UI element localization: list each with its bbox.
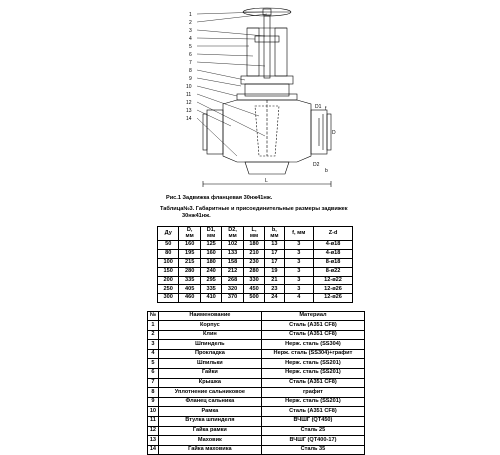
dims-header-cell: D, мм [179,227,200,241]
part-name: Гайка маховика [158,445,261,455]
dims-row [158,276,353,285]
dims-cell: 12-ø26 [314,294,353,303]
callout-3: 3 [189,28,192,34]
callout-12: 12 [186,100,192,106]
dims-cell: 160 [200,249,221,258]
dims-row [158,249,353,258]
dims-cell: 150 [158,267,179,276]
dims-cell: 17 [265,249,284,258]
part-name: Гайка рамки [158,426,261,436]
dims-header-row [158,227,353,241]
dims-cell: 3 [284,285,314,294]
callout-8: 8 [189,68,192,74]
dims-row [158,241,353,250]
callout-5: 5 [189,44,192,50]
dims-cell: 4-ø18 [314,241,353,250]
part-material: Сталь (A351 CF8) [261,378,364,388]
part-name: Крышка [158,378,261,388]
dims-cell: 450 [243,285,264,294]
callout-10: 10 [186,84,192,90]
dims-cell: 180 [200,258,221,267]
part-number: 10 [148,407,159,417]
dims-cell: 24 [265,294,284,303]
callout-1: 1 [189,12,192,18]
dims-row [158,258,353,267]
part-material: ВЧШГ (QT400-17) [261,436,364,446]
dims-cell: 8-ø18 [314,258,353,267]
dims-header-cell: f, мм [284,227,314,241]
dims-cell: 240 [200,267,221,276]
dims-header-cell: D1, мм [200,227,221,241]
dims-cell: 23 [265,285,284,294]
parts-row [148,407,365,417]
dims-cell: 212 [222,267,243,276]
part-material: Нерж. сталь (SS201) [261,368,364,378]
dims-cell: 320 [222,285,243,294]
dims-cell: 280 [179,267,200,276]
callout-6: 6 [189,52,192,58]
dims-cell: 460 [179,294,200,303]
callout-2: 2 [189,20,192,26]
part-number: 14 [148,445,159,455]
part-number: 7 [148,378,159,388]
parts-table [147,311,365,455]
part-material: Нерж. сталь (SS304)+графит [261,349,364,359]
part-name: Шпиндель [158,340,261,350]
dims-cell: 12-ø22 [314,276,353,285]
part-number: 6 [148,368,159,378]
dims-cell: 268 [222,276,243,285]
dim-f: f [325,106,327,112]
part-number: 12 [148,426,159,436]
dims-header-cell: D2, мм [222,227,243,241]
part-name: Прокладка [158,349,261,359]
part-number: 1 [148,321,159,331]
callout-14: 14 [186,116,192,122]
dims-cell: 100 [158,258,179,267]
dims-cell: 4 [284,294,314,303]
part-name: Клин [158,330,261,340]
dims-row [158,285,353,294]
dims-cell: 280 [243,267,264,276]
part-material: Сталь (A351 CF8) [261,330,364,340]
callout-7: 7 [189,60,192,66]
dims-cell: 250 [158,285,179,294]
dim-D2: D2 [313,162,320,168]
dims-cell: 230 [243,258,264,267]
part-name: Шпильки [158,359,261,369]
dims-cell: 405 [179,285,200,294]
dim-L: L [265,178,268,184]
callout-13: 13 [186,108,192,114]
parts-row [148,330,365,340]
parts-row [148,368,365,378]
part-name: Уплотнение сальниковое [158,388,261,398]
valve-drawing [175,6,335,190]
part-number: 4 [148,349,159,359]
dims-cell: 295 [200,276,221,285]
part-material: Сталь (A351 CF8) [261,407,364,417]
callout-9: 9 [189,76,192,82]
part-number: 13 [148,436,159,446]
dims-cell: 8-ø22 [314,267,353,276]
callout-4: 4 [189,36,192,42]
dims-cell: 215 [179,258,200,267]
part-name: Фланец сальника [158,397,261,407]
dims-cell: 410 [200,294,221,303]
dims-cell: 13 [265,241,284,250]
dims-row [158,294,353,303]
parts-header-num: № [148,312,159,321]
dims-cell: 300 [158,294,179,303]
part-number: 8 [148,388,159,398]
dims-cell: 133 [222,249,243,258]
dims-cell: 80 [158,249,179,258]
parts-row [148,445,365,455]
dimensions-table [157,226,353,303]
figure-caption: Рис.1 Задвижка фланцевая 30нж41нж. [166,195,273,201]
dims-table-caption [160,206,355,220]
part-name: Корпус [158,321,261,331]
part-number: 3 [148,340,159,350]
dims-cell: 3 [284,258,314,267]
part-material: Нерж. сталь (SS304) [261,340,364,350]
part-number: 2 [148,330,159,340]
callout-11: 11 [186,92,192,98]
part-name: Маховик [158,436,261,446]
parts-row [148,416,365,426]
parts-row [148,349,365,359]
dim-D1: D1 [315,104,322,110]
part-number: 5 [148,359,159,369]
dims-cell: 50 [158,241,179,250]
dims-cell: 3 [284,276,314,285]
dims-cell: 210 [243,249,264,258]
dims-cell: 180 [243,241,264,250]
part-number: 9 [148,397,159,407]
dims-cell: 21 [265,276,284,285]
parts-header-row [148,312,365,321]
part-name: Гайки [158,368,261,378]
part-name: Втулка шпинделя [158,416,261,426]
dims-cell: 330 [243,276,264,285]
dims-cell: 19 [265,267,284,276]
dim-D: D [332,130,336,136]
part-material: графит [261,388,364,398]
parts-row [148,321,365,331]
dims-cell: 3 [284,241,314,250]
part-material: Сталь (A351 CF8) [261,321,364,331]
dims-cell: 195 [179,249,200,258]
dims-cell: 335 [179,276,200,285]
parts-row [148,340,365,350]
part-material: ВЧШГ (QT450) [261,416,364,426]
part-material: Сталь 35 [261,445,364,455]
dims-cell: 158 [222,258,243,267]
parts-row [148,378,365,388]
part-material: Нерж. сталь (SS201) [261,397,364,407]
dims-cell: 17 [265,258,284,267]
dims-cell: 500 [243,294,264,303]
dims-cell: 160 [179,241,200,250]
parts-header-name: Наименование [158,312,261,321]
parts-row [148,359,365,369]
parts-row [148,388,365,398]
dims-cell: 335 [200,285,221,294]
dims-header-cell: Ду [158,227,179,241]
dims-cell: 4-ø18 [314,249,353,258]
dims-header-cell: L, мм [243,227,264,241]
dims-header-cell: b, мм [265,227,284,241]
dims-row [158,267,353,276]
parts-header-material: Материал [261,312,364,321]
parts-row [148,426,365,436]
dims-cell: 200 [158,276,179,285]
part-number: 11 [148,416,159,426]
dims-header-cell: Z-d [314,227,353,241]
dims-cell: 125 [200,241,221,250]
parts-row [148,436,365,446]
dims-caption-line2: 30нж41нж. [182,213,211,219]
dims-caption-line1: Таблица№3. Габаритные и присоединительные размеры задвижек [160,206,348,212]
dims-cell: 3 [284,267,314,276]
dims-cell: 370 [222,294,243,303]
dim-b: b [325,168,328,174]
dims-cell: 102 [222,241,243,250]
part-name: Рамка [158,407,261,417]
dims-cell: 3 [284,249,314,258]
dims-cell: 12-ø26 [314,285,353,294]
part-material: Нерж. сталь (SS201) [261,359,364,369]
parts-row [148,397,365,407]
part-material: Сталь 25 [261,426,364,436]
